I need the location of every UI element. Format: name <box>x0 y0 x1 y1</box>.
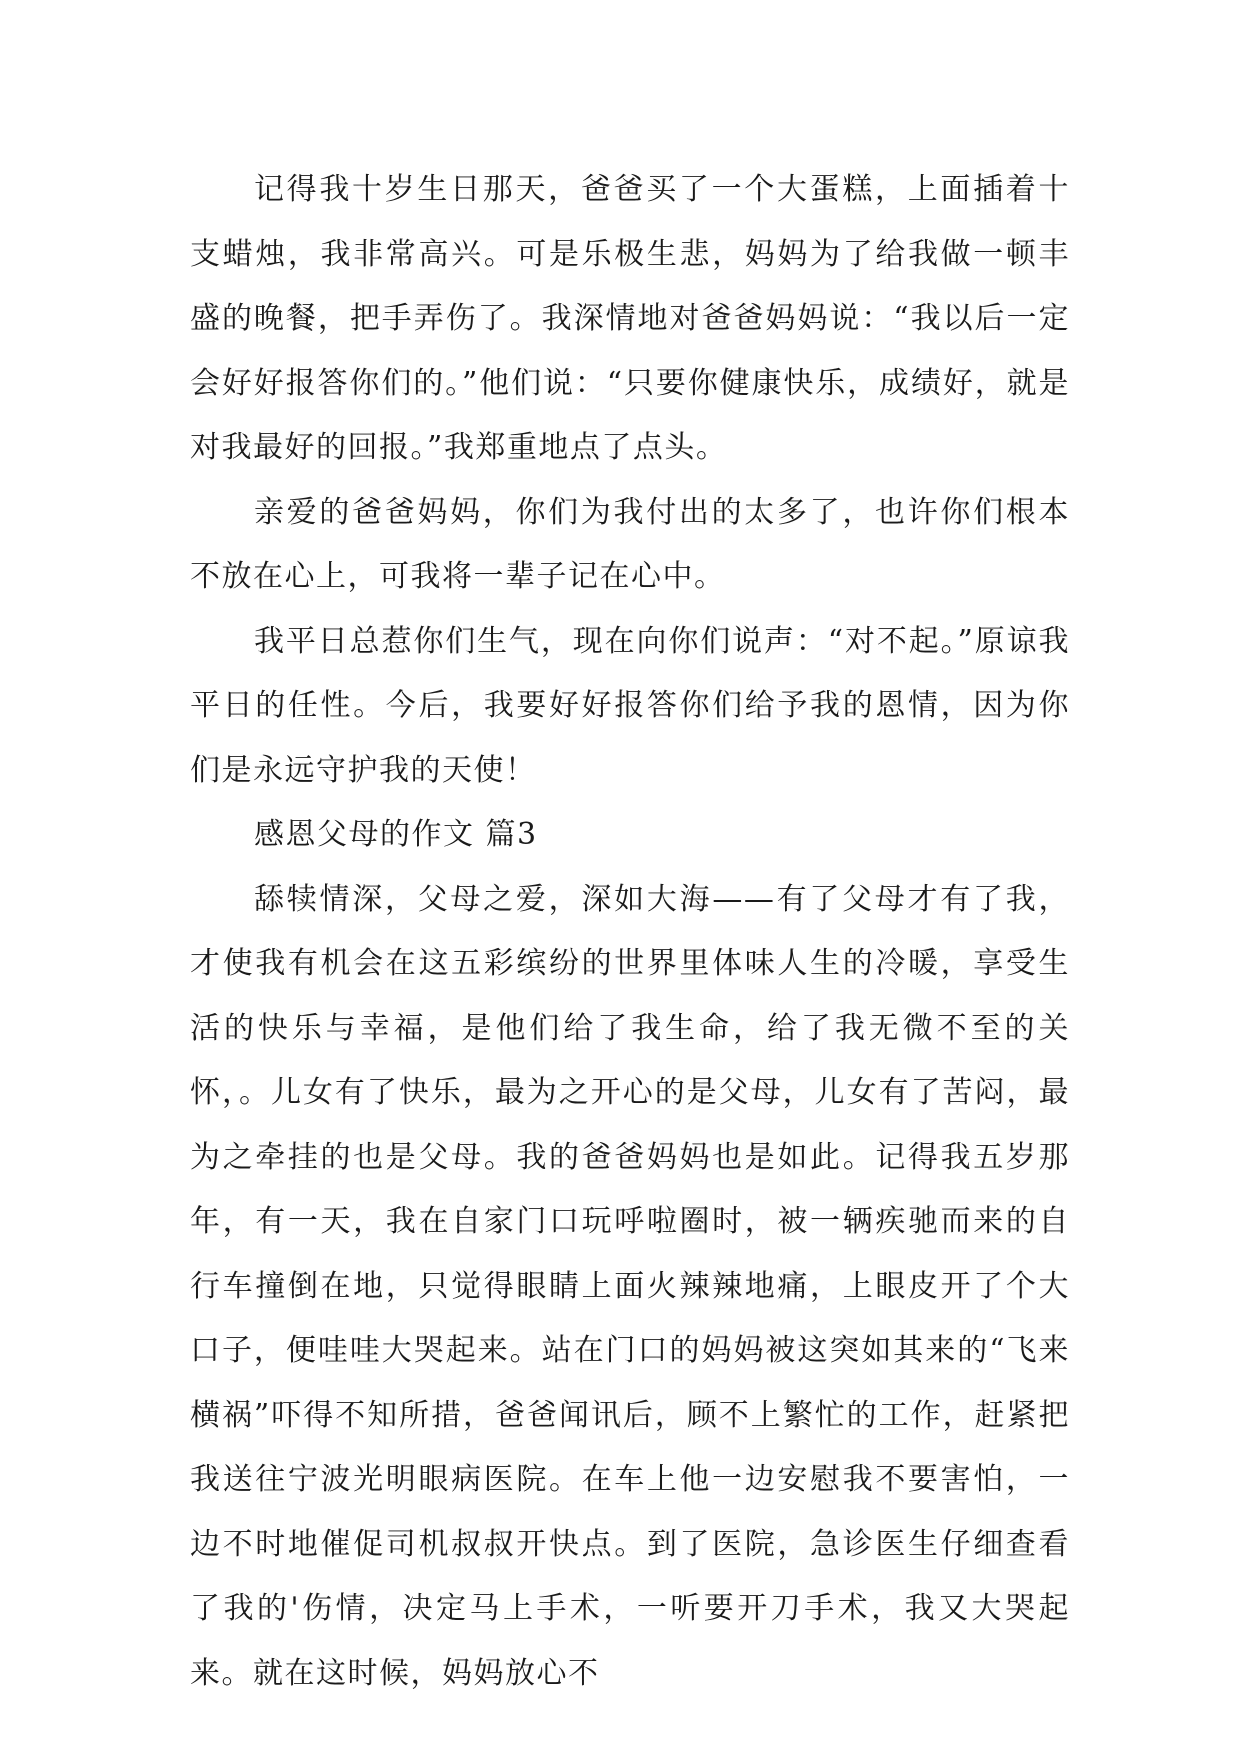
section-heading: 感恩父母的作文 篇3 <box>254 817 538 852</box>
paragraph-apology: 我平日总惹你们生气，现在向你们说声：“对不起。”原谅我平日的任性。今后，我要好好报答你们给予我的恩情，因为你们是永远守护我的天使！ <box>190 623 1070 788</box>
paragraph-section-3: 舔犊情深，父母之爱，深如大海——有了父母才有了我，才使我有机会在这五彩缤纷的世界里体味人生的冷暖，享受生活的快乐与幸福，是他们给了我生命，给了我无微不至的关怀，。儿女有了快乐，最为之开心的是父母，儿女有了苦闷，最为之牵挂的也是父母。我的爸爸妈妈也是如此。记得我五岁那年，有一天，我在自家门口玩呼啦圈时，被一辆疾驰而来的自行车撞倒在地，只觉得眼睛上面火辣辣地痛，上眼皮开了个大口子，便哇哇大哭起来。站在门口的妈妈被这突如其来的“飞来横祸”吓得不知所措，爸爸闻讯后，顾不上繁忙的工作，赶紧把我送往宁波光明眼病医院。在车上他一边安慰我不要害怕，一边不时地催促司机叔叔开快点。到了医院，急诊医生仔细查看了我的'伤情，决定马上手术，一听要开刀手术，我又大哭起来。就在这时候，妈妈放心不 <box>190 881 1070 1691</box>
paragraph-birthday: 记得我十岁生日那天，爸爸买了一个大蛋糕，上面插着十支蜡烛，我非常高兴。可是乐极生悲，妈妈为了给我做一顿丰盛的晚餐，把手弄伤了。我深情地对爸爸妈妈说：“我以后一定会好好报答你们的。”他们说：“只要你健康快乐，成绩好，就是对我最好的回报。”我郑重地点了点头。 <box>190 172 1070 465</box>
document-body <box>190 158 1070 1706</box>
paragraph-dear-parents: 亲爱的爸爸妈妈，你们为我付出的太多了，也许你们根本不放在心上，可我将一辈子记在心中。 <box>190 494 1070 594</box>
